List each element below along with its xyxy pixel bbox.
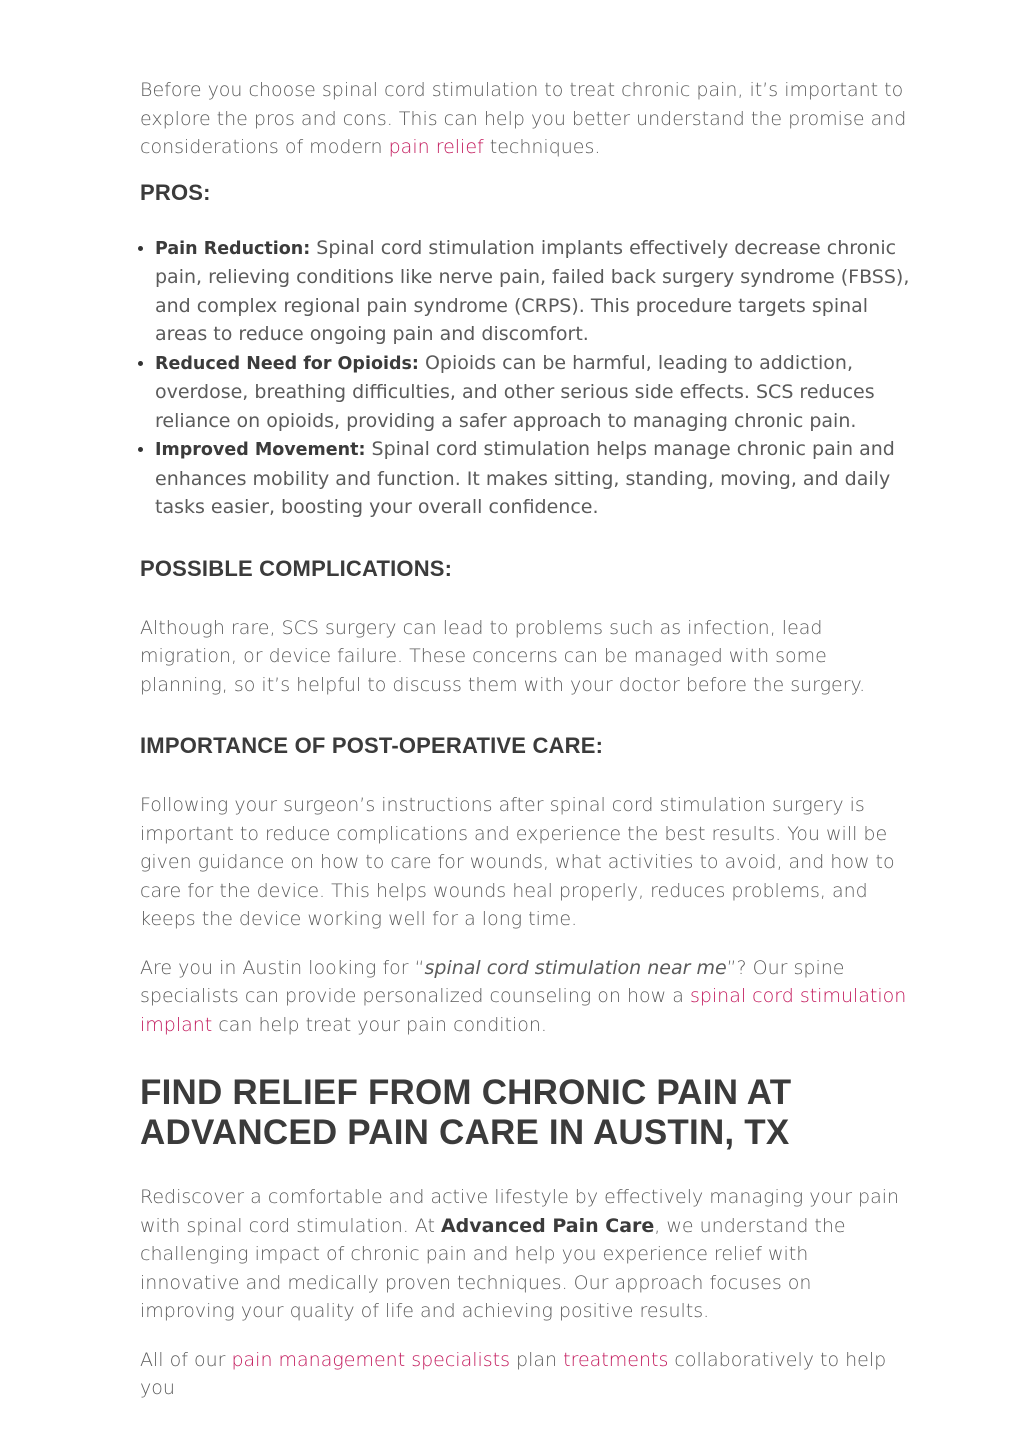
treatments-link[interactable]: treatments — [563, 1348, 669, 1371]
list-item-term: Pain Reduction: — [155, 238, 311, 259]
complications-heading: POSSIBLE COMPLICATIONS: — [140, 555, 453, 581]
find-relief-paragraph — [140, 1183, 912, 1326]
closing-text-middle: plan — [510, 1348, 564, 1371]
austin-text-middle: ”? Our spine specialists can provide personalized counseling on how a — [140, 956, 845, 1007]
closing-text: All of our — [140, 1348, 232, 1371]
find-relief-heading: FIND RELIEF FROM CHRONIC PAIN AT ADVANCED PAIN CARE IN AUSTIN, TX — [140, 1073, 792, 1152]
closing-text-end: collaboratively to help you — [140, 1348, 887, 1399]
austin-text-end: can help treat your pain condition. — [212, 1013, 547, 1036]
clinic-name: Advanced Pain Care — [440, 1214, 655, 1237]
post-op-care-heading: IMPORTANCE OF POST-OPERATIVE CARE: — [140, 733, 604, 758]
list-item-text: Spinal cord stimulation implants effectively decrease chronic pain, relieving conditions like nerve pain, failed back surgery syndrome (FBSS), and complex regional pain syndrome (CRPS). This procedure targets spinal areas to reduce ongoing pain and discomfort. — [155, 236, 910, 345]
scs-implant-link[interactable]: spinal cord stimulation implant — [140, 985, 907, 1036]
post-op-care-paragraph: Following your surgeon’s instructions after spinal cord stimulation surgery is important to reduce complications and experience the best results. You will be given guidance on how to care for wounds, what activities to avoid, and how to care for the device. This helps wounds heal properly, reduces problems, and keeps the device working well for a long time. — [140, 794, 895, 930]
relief-text-end: , we understand the challenging impact of chronic pain and help you experience relief with innovative and medically proven techniques. Our approach focuses on improving your quality of life and achieving positive results. — [140, 1214, 846, 1322]
closing-paragraph — [140, 1346, 912, 1403]
pain-relief-link[interactable]: pain relief — [388, 136, 484, 158]
list-item — [155, 349, 912, 436]
austin-paragraph — [140, 954, 912, 1040]
pain-management-specialists-link[interactable]: pain management specialists — [231, 1348, 511, 1371]
list-item-text: Spinal cord stimulation helps manage chronic pain and enhances mobility and function. It makes sitting, standing, moving, and daily tasks easier, boosting your overall confidence. — [155, 438, 895, 518]
search-query-text: spinal cord stimulation near me — [424, 956, 727, 979]
complications-paragraph: Although rare, SCS surgery can lead to problems such as infection, lead migration, or device failure. These concerns can be managed with some planning, so it’s helpful to discuss them with your doctor before the surgery. — [140, 616, 866, 696]
intro-text: Before you choose spinal cord stimulation to treat chronic pain, it’s important to explore the pros and cons. This can help you better understand the promise and considerations of modern — [140, 79, 907, 158]
pros-heading: PROS: — [140, 179, 211, 205]
list-item — [155, 435, 912, 522]
relief-text: Rediscover a comfortable and active lifestyle by effectively managing your pain with spinal cord stimulation. At — [140, 1186, 900, 1237]
article-content — [140, 76, 912, 1403]
pros-list — [140, 234, 912, 522]
austin-text: Are you in Austin looking for “ — [140, 956, 425, 979]
intro-paragraph — [140, 76, 912, 162]
list-item-term: Reduced Need for Opioids: — [155, 353, 419, 374]
list-item — [155, 234, 912, 349]
list-item-text: Opioids can be harmful, leading to addiction, overdose, breathing difficulties, and other serious side effects. SCS reduces reliance on opioids, providing a safer approach to managing chronic pain. — [155, 351, 875, 432]
intro-text-end: techniques. — [483, 136, 601, 158]
list-item-term: Improved Movement: — [155, 440, 366, 460]
